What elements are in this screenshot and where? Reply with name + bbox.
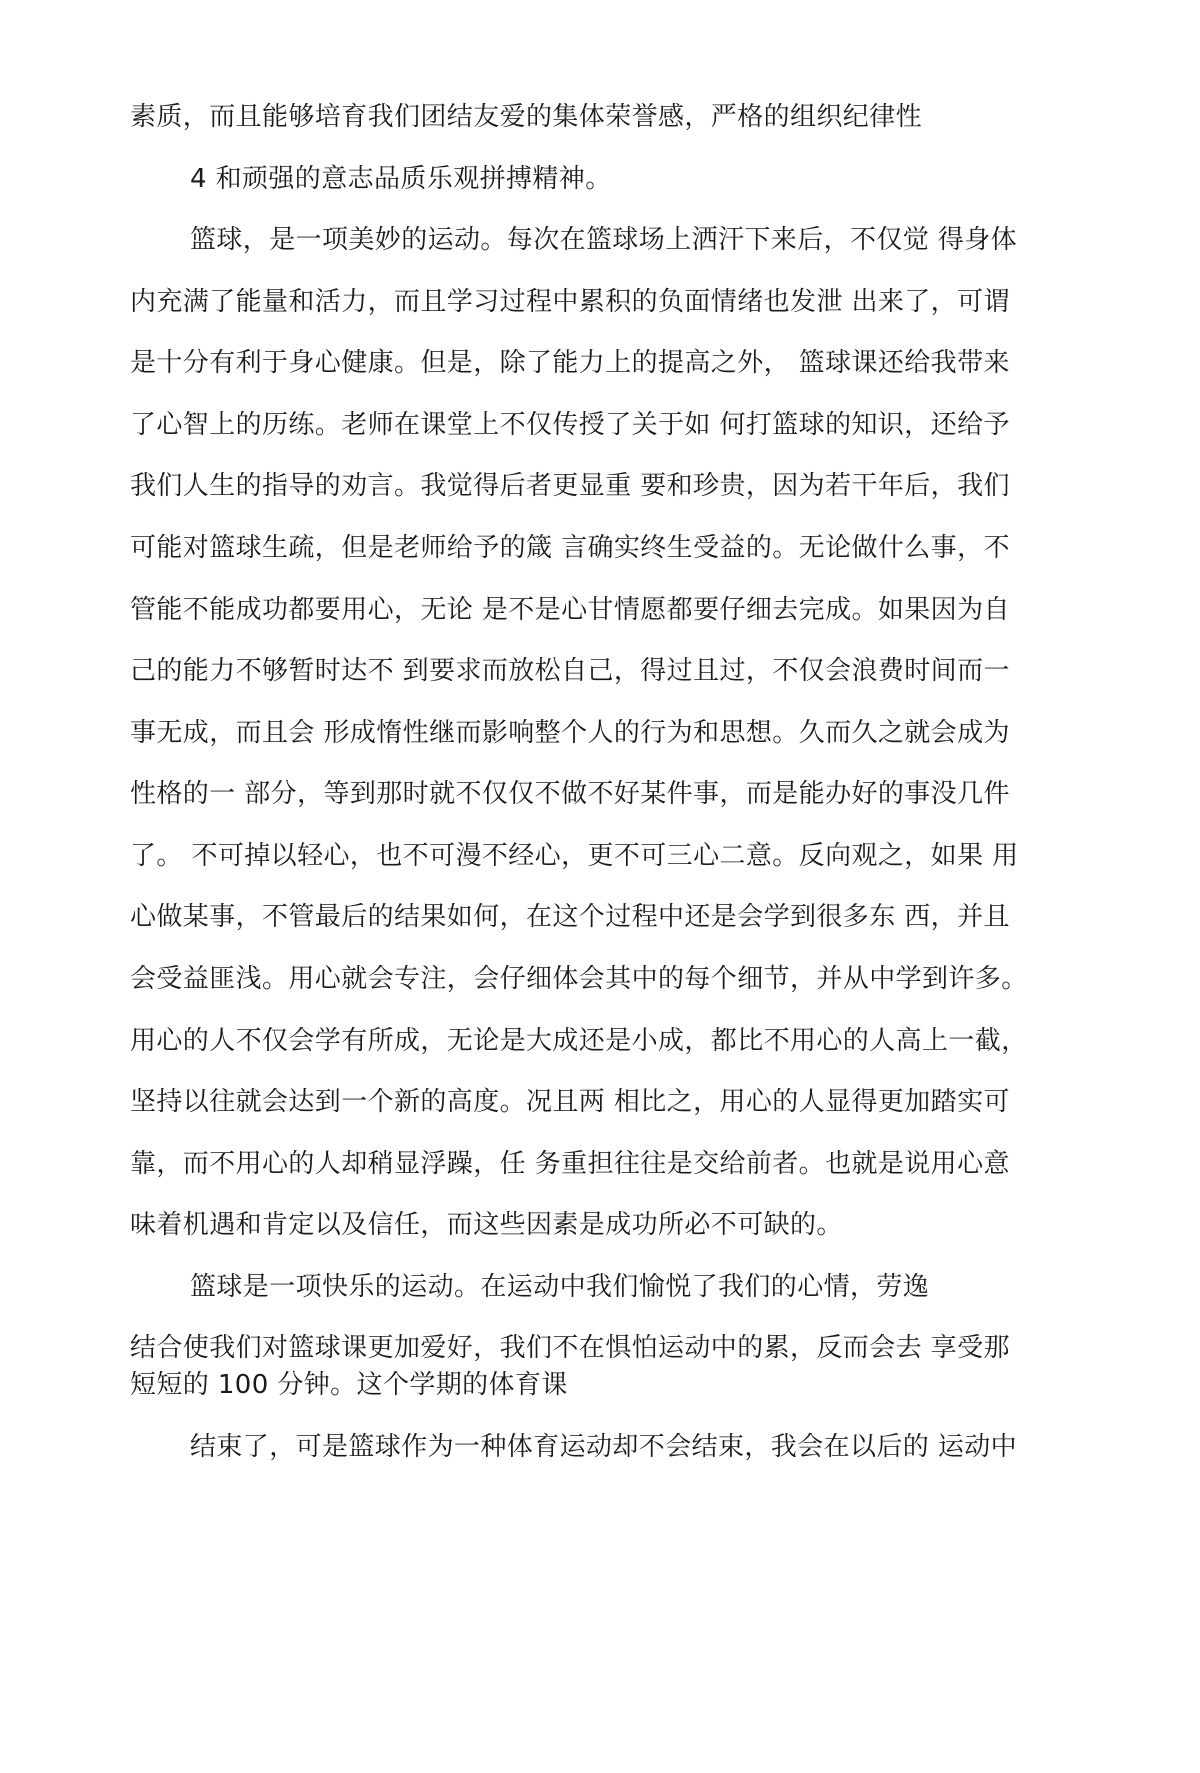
text-line-23: 结束了，可是篮球作为一种体育运动却不会结束，我会在以后的 运动中: [190, 1432, 1018, 1462]
text-line-15: 会受益匪浅。用心就会专注，会仔细体会其中的每个细节，并从中学到许多。: [130, 964, 1028, 994]
text-line-11: 事无成，而且会 形成惰性继而影响整个人的行为和思想。久而久之就会成为: [130, 718, 1010, 748]
text-line-16: 用心的人不仅会学有所成，无论是大成还是小成，都比不用心的人高上一截，: [130, 1026, 1028, 1056]
text-line-1: 素质，而且能够培育我们团结友爱的集体荣誉感，严格的组织纪律性: [130, 102, 923, 132]
text-line-12: 性格的一 部分，等到那时就不仅仅不做不好某件事，而是能办好的事没几件: [130, 779, 1010, 809]
text-line-5: 是十分有利于身心健康。但是，除了能力上的提高之外， 篮球课还给我带来: [130, 348, 1010, 378]
text-line-19: 味着机遇和肯定以及信任，而这些因素是成功所必不可缺的。: [130, 1210, 843, 1240]
text-line-6: 了心智上的历练。老师在课堂上不仅传授了关于如 何打篮球的知识，还给予: [130, 410, 1010, 440]
text-line-22: 短短的 100 分钟。这个学期的体育课: [130, 1370, 568, 1400]
text-line-10: 己的能力不够暂时达不 到要求而放松自己，得过且过，不仅会浪费时间而一: [130, 656, 1010, 686]
text-line-21: 结合使我们对篮球课更加爱好，我们不在惧怕运动中的累，反而会去 享受那: [130, 1333, 1010, 1363]
text-line-17: 坚持以往就会达到一个新的高度。况且两 相比之，用心的人显得更加踏实可: [130, 1087, 1010, 1117]
text-line-7: 我们人生的指导的劝言。我觉得后者更显重 要和珍贵，因为若干年后，我们: [130, 471, 1010, 501]
text-line-13: 了。 不可掉以轻心，也不可漫不经心，更不可三心二意。反向观之，如果 用: [130, 841, 1019, 871]
text-line-8: 可能对篮球生疏，但是老师给予的箴 言确实终生受益的。无论做什么事，不: [130, 533, 1010, 563]
text-line-3: 篮球，是一项美妙的运动。每次在篮球场上洒汗下来后，不仅觉 得身体: [190, 225, 1018, 255]
text-line-2: 4 和顽强的意志品质乐观拼搏精神。: [190, 164, 612, 194]
text-line-18: 靠，而不用心的人却稍显浮躁，任 务重担往往是交给前者。也就是说用心意: [130, 1149, 1010, 1179]
text-line-14: 心做某事，不管最后的结果如何，在这个过程中还是会学到很多东 西，并且: [130, 902, 1010, 932]
text-line-20: 篮球是一项快乐的运动。在运动中我们愉悦了我们的心情，劳逸: [190, 1272, 930, 1302]
text-line-4: 内充满了能量和活力，而且学习过程中累积的负面情绪也发泄 出来了，可谓: [130, 287, 1010, 317]
text-line-9: 管能不能成功都要用心，无论 是不是心甘情愿都要仔细去完成。如果因为自: [130, 595, 1010, 625]
